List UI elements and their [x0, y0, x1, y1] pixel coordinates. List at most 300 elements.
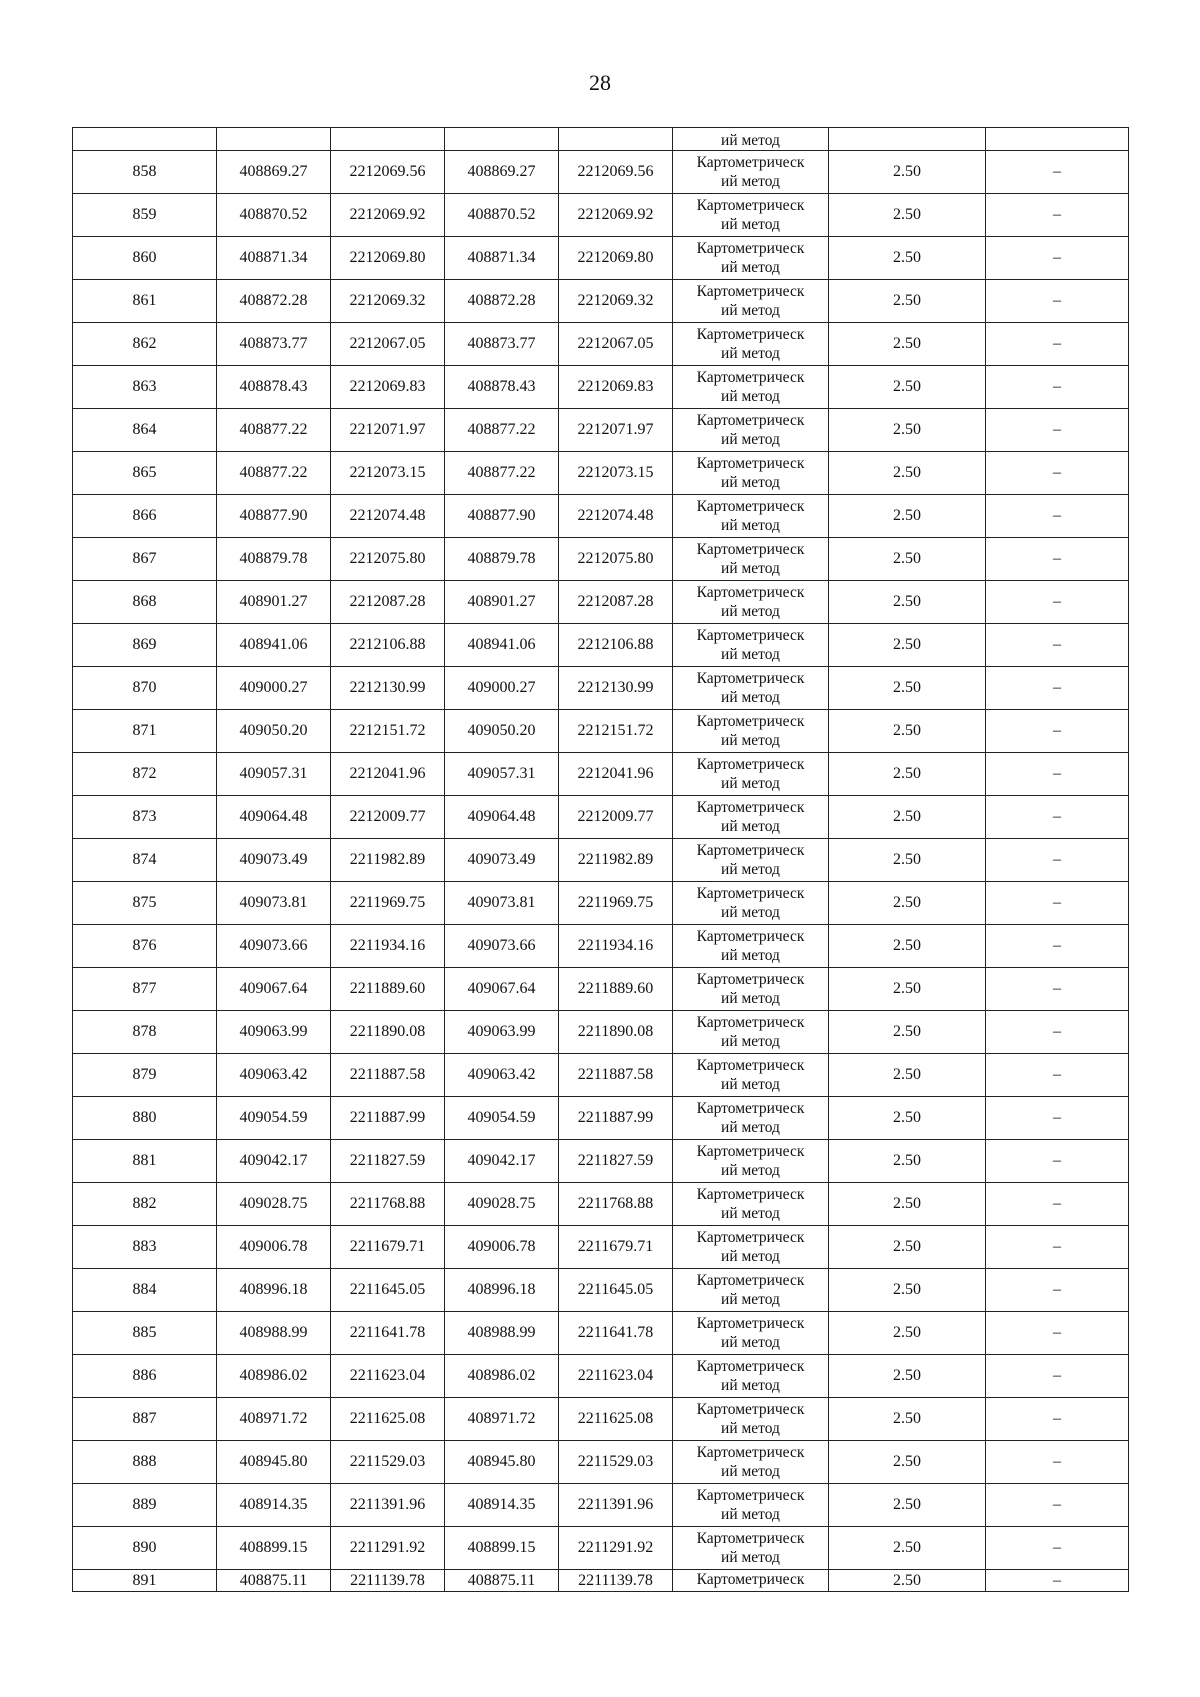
cell-x-existing: 409063.99: [217, 1011, 331, 1054]
table-row: [73, 1011, 1129, 1054]
cell-note: [986, 128, 1129, 151]
cell-y-refined: 2212075.80: [559, 538, 673, 581]
cell-note: –: [986, 710, 1129, 753]
method-line-1: Картометрическ: [696, 154, 805, 171]
cell-accuracy: 2.50: [829, 151, 986, 194]
cell-x-existing: 408877.22: [217, 409, 331, 452]
method-line-2: ий метод: [721, 388, 780, 405]
method-line-1: Картометрическ: [696, 1014, 805, 1031]
cell-method: [673, 323, 829, 366]
method-line-1: Картометрическ: [696, 1401, 805, 1418]
cell-point-number: 884: [73, 1269, 217, 1312]
method-line-2: ий метод: [721, 1463, 780, 1480]
method-line-2: ий метод: [721, 1076, 780, 1093]
table-row: [73, 323, 1129, 366]
cell-note: –: [986, 151, 1129, 194]
cell-x-refined: 408872.28: [445, 280, 559, 323]
cell-y-refined: 2212071.97: [559, 409, 673, 452]
cell-note: –: [986, 1054, 1129, 1097]
cell-x-existing: 409064.48: [217, 796, 331, 839]
cell-accuracy: 2.50: [829, 452, 986, 495]
cell-y-refined: 2211969.75: [559, 882, 673, 925]
cell-x-refined: 408941.06: [445, 624, 559, 667]
cell-point-number: 875: [73, 882, 217, 925]
cell-y-existing: 2212087.28: [331, 581, 445, 624]
method-line-2: ий метод: [721, 431, 780, 448]
cell-accuracy: 2.50: [829, 1441, 986, 1484]
cell-y-existing: 2211969.75: [331, 882, 445, 925]
cell-x-refined: 409006.78: [445, 1226, 559, 1269]
cell-y-refined: 2212074.48: [559, 495, 673, 538]
cell-method: [673, 581, 829, 624]
cell-method: [673, 366, 829, 409]
cell-accuracy: 2.50: [829, 624, 986, 667]
cell-note: –: [986, 1527, 1129, 1570]
cell-y-refined: 2212130.99: [559, 667, 673, 710]
cell-x-existing: 408899.15: [217, 1527, 331, 1570]
cell-x-refined: 408945.80: [445, 1441, 559, 1484]
table-row: [73, 1269, 1129, 1312]
cell-x-existing: 408877.22: [217, 452, 331, 495]
cell-accuracy: 2.50: [829, 280, 986, 323]
cell-method: [673, 452, 829, 495]
cell-y-existing: 2212073.15: [331, 452, 445, 495]
cell-y-existing: 2212130.99: [331, 667, 445, 710]
cell-method: [673, 882, 829, 925]
cell-x-refined: 408875.11: [445, 1570, 559, 1592]
cell-point-number: 865: [73, 452, 217, 495]
cell-x-refined: 409000.27: [445, 667, 559, 710]
cell-y-existing: 2212041.96: [331, 753, 445, 796]
method-line-1: Картометрическ: [696, 971, 805, 988]
method-line-1: Картометрическ: [696, 240, 805, 257]
cell-accuracy: 2.50: [829, 796, 986, 839]
method-line-2: ий метод: [721, 947, 780, 964]
cell-y-existing: 2211934.16: [331, 925, 445, 968]
cell-accuracy: 2.50: [829, 409, 986, 452]
cell-point-number: 883: [73, 1226, 217, 1269]
cell-x-refined: 408869.27: [445, 151, 559, 194]
cell-y-existing: 2211291.92: [331, 1527, 445, 1570]
method-line-1: Картометрическ: [696, 627, 805, 644]
cell-note: –: [986, 1398, 1129, 1441]
cell-x-refined: 408996.18: [445, 1269, 559, 1312]
cell-y-existing: 2212071.97: [331, 409, 445, 452]
cell-point-number: 878: [73, 1011, 217, 1054]
table-row: [73, 1441, 1129, 1484]
cell-x-refined: 409057.31: [445, 753, 559, 796]
cell-note: –: [986, 1269, 1129, 1312]
cell-note: –: [986, 1484, 1129, 1527]
cell-accuracy: 2.50: [829, 1570, 986, 1592]
cell-accuracy: 2.50: [829, 710, 986, 753]
cell-y-refined: 2211890.08: [559, 1011, 673, 1054]
table-row: [73, 839, 1129, 882]
cell-y-refined: 2211982.89: [559, 839, 673, 882]
cell-accuracy: 2.50: [829, 968, 986, 1011]
cell-y-refined: 2211625.08: [559, 1398, 673, 1441]
cell-point-number: 874: [73, 839, 217, 882]
method-line-2: ий метод: [721, 173, 780, 190]
cell-method: [673, 925, 829, 968]
cell-x-existing: 409073.49: [217, 839, 331, 882]
method-line-1: Картометрическ: [696, 1057, 805, 1074]
cell-method: [673, 839, 829, 882]
cell-point-number: 868: [73, 581, 217, 624]
method-line-2: ий метод: [721, 1248, 780, 1265]
cell-y-existing: 2212069.32: [331, 280, 445, 323]
cell-accuracy: 2.50: [829, 1269, 986, 1312]
cell-accuracy: 2.50: [829, 1527, 986, 1570]
cell-accuracy: 2.50: [829, 1226, 986, 1269]
cell-y-refined: 2211623.04: [559, 1355, 673, 1398]
cell-accuracy: [829, 128, 986, 151]
table-row: [73, 710, 1129, 753]
cell-point-number: 871: [73, 710, 217, 753]
method-line-2: ий метод: [721, 603, 780, 620]
method-line-1: Картометрическ: [696, 1186, 805, 1203]
cell-point-number: [73, 128, 217, 151]
method-line-1: Картометрическ: [696, 541, 805, 558]
cell-point-number: 859: [73, 194, 217, 237]
method-line-1: Картометрическ: [696, 1358, 805, 1375]
table-row: [73, 151, 1129, 194]
cell-x-refined: 408971.72: [445, 1398, 559, 1441]
cell-y-existing: 2211889.60: [331, 968, 445, 1011]
method-line-1: Картометрическ: [696, 756, 805, 773]
cell-x-existing: 408878.43: [217, 366, 331, 409]
cell-accuracy: 2.50: [829, 1312, 986, 1355]
method-line-2: ий метод: [721, 1549, 780, 1566]
cell-method: [673, 409, 829, 452]
method-line-2: ий метод: [721, 560, 780, 577]
cell-note: –: [986, 1355, 1129, 1398]
table-row: [73, 452, 1129, 495]
cell-note: –: [986, 366, 1129, 409]
method-line-1: Картометрическ: [696, 412, 805, 429]
cell-method: [673, 194, 829, 237]
cell-x-refined: 408901.27: [445, 581, 559, 624]
cell-x-existing: 408877.90: [217, 495, 331, 538]
cell-y-existing: 2212151.72: [331, 710, 445, 753]
method-line-1: Картометрическ: [696, 369, 805, 386]
method-line-2: ий метод: [721, 990, 780, 1007]
cell-point-number: 881: [73, 1140, 217, 1183]
cell-note: –: [986, 753, 1129, 796]
cell-point-number: 861: [73, 280, 217, 323]
cell-y-refined: 2211391.96: [559, 1484, 673, 1527]
cell-x-existing: 408914.35: [217, 1484, 331, 1527]
cell-y-refined: 2211291.92: [559, 1527, 673, 1570]
cell-note: –: [986, 1140, 1129, 1183]
cell-y-existing: 2212075.80: [331, 538, 445, 581]
cell-x-refined: 408914.35: [445, 1484, 559, 1527]
table-row: [73, 1484, 1129, 1527]
cell-y-refined: 2212067.05: [559, 323, 673, 366]
table-row: [73, 667, 1129, 710]
cell-y-refined: 2211529.03: [559, 1441, 673, 1484]
cell-y-refined: 2212069.32: [559, 280, 673, 323]
cell-note: –: [986, 925, 1129, 968]
cell-note: –: [986, 667, 1129, 710]
cell-y-existing: 2212009.77: [331, 796, 445, 839]
cell-method: [673, 1183, 829, 1226]
cell-point-number: 887: [73, 1398, 217, 1441]
cell-x-refined: 409054.59: [445, 1097, 559, 1140]
cell-y-refined: 2211887.58: [559, 1054, 673, 1097]
method-line-1: Картометрическ: [696, 1272, 805, 1289]
cell-y-existing: 2211982.89: [331, 839, 445, 882]
table-body: [73, 128, 1129, 1592]
cell-x-existing: 408875.11: [217, 1570, 331, 1592]
cell-x-refined: 408870.52: [445, 194, 559, 237]
cell-x-existing: 408996.18: [217, 1269, 331, 1312]
cell-x-existing: 409000.27: [217, 667, 331, 710]
method-line-2: ий метод: [721, 1119, 780, 1136]
cell-y-refined: 2211768.88: [559, 1183, 673, 1226]
cell-method: [673, 538, 829, 581]
cell-method: [673, 968, 829, 1011]
cell-note: –: [986, 495, 1129, 538]
cell-y-refined: 2212087.28: [559, 581, 673, 624]
cell-x-existing: 409063.42: [217, 1054, 331, 1097]
cell-point-number: 869: [73, 624, 217, 667]
method-line-2: ий метод: [721, 775, 780, 792]
cell-accuracy: 2.50: [829, 581, 986, 624]
cell-note: –: [986, 1226, 1129, 1269]
cell-y-existing: 2211529.03: [331, 1441, 445, 1484]
cell-method: [673, 710, 829, 753]
cell-accuracy: 2.50: [829, 495, 986, 538]
cell-method: [673, 667, 829, 710]
cell-x-refined: 409063.99: [445, 1011, 559, 1054]
cell-point-number: 885: [73, 1312, 217, 1355]
cell-y-refined: 2212069.92: [559, 194, 673, 237]
method-line-2: ий метод: [721, 646, 780, 663]
cell-x-existing: 409050.20: [217, 710, 331, 753]
cell-method: [673, 753, 829, 796]
cell-method: [673, 1097, 829, 1140]
cell-y-existing: 2211623.04: [331, 1355, 445, 1398]
method-line-1: Картометрическ: [696, 842, 805, 859]
cell-x-existing: 408901.27: [217, 581, 331, 624]
cell-accuracy: 2.50: [829, 1183, 986, 1226]
cell-x-existing: 408869.27: [217, 151, 331, 194]
table-row: [73, 280, 1129, 323]
method-line-2: ий метод: [721, 1420, 780, 1437]
cell-accuracy: 2.50: [829, 925, 986, 968]
cell-accuracy: 2.50: [829, 323, 986, 366]
method-line-2: ий метод: [721, 861, 780, 878]
cell-x-refined: 409042.17: [445, 1140, 559, 1183]
cell-note: –: [986, 323, 1129, 366]
method-line-1: Картометрическ: [696, 1143, 805, 1160]
cell-method: [673, 1355, 829, 1398]
cell-x-existing: 409073.66: [217, 925, 331, 968]
cell-note: –: [986, 1183, 1129, 1226]
method-line-1: Картометрическ: [696, 584, 805, 601]
cell-y-refined: 2211889.60: [559, 968, 673, 1011]
cell-x-existing: 409028.75: [217, 1183, 331, 1226]
table-row: [73, 882, 1129, 925]
cell-accuracy: 2.50: [829, 882, 986, 925]
cell-y-existing: 2212067.05: [331, 323, 445, 366]
table-row: [73, 1355, 1129, 1398]
method-line-2: ий метод: [721, 302, 780, 319]
cell-x-existing: 409042.17: [217, 1140, 331, 1183]
table-row: [73, 1312, 1129, 1355]
table-row: [73, 1140, 1129, 1183]
cell-note: –: [986, 796, 1129, 839]
cell-y-refined: 2211827.59: [559, 1140, 673, 1183]
cell-y-existing: 2212069.80: [331, 237, 445, 280]
cell-accuracy: 2.50: [829, 839, 986, 882]
cell-x-refined: 408986.02: [445, 1355, 559, 1398]
table-row: [73, 237, 1129, 280]
cell-point-number: 864: [73, 409, 217, 452]
cell-x-existing: 408873.77: [217, 323, 331, 366]
cell-accuracy: 2.50: [829, 1097, 986, 1140]
method-line-1: Картометрическ: [696, 885, 805, 902]
cell-y-existing: 2211887.99: [331, 1097, 445, 1140]
cell-point-number: 866: [73, 495, 217, 538]
cell-accuracy: 2.50: [829, 1398, 986, 1441]
cell-y-existing: 2211827.59: [331, 1140, 445, 1183]
method-line-2: ий метод: [721, 1205, 780, 1222]
cell-x-refined: 409064.48: [445, 796, 559, 839]
method-line-2: ий метод: [721, 732, 780, 749]
table-row: [73, 1054, 1129, 1097]
cell-note: –: [986, 409, 1129, 452]
table-row-partial: [73, 1570, 1129, 1592]
method-line-1: Картометрическ: [696, 283, 805, 300]
table-row: [73, 538, 1129, 581]
method-line-2: ий метод: [721, 1506, 780, 1523]
cell-method: [673, 495, 829, 538]
cell-note: –: [986, 839, 1129, 882]
method-line-2: ий метод: [721, 216, 780, 233]
method-line-1: Картометрическ: [696, 799, 805, 816]
table-row: [73, 753, 1129, 796]
cell-x-existing: 408879.78: [217, 538, 331, 581]
cell-y-existing: 2212069.83: [331, 366, 445, 409]
method-line-1: Картометрическ: [696, 1530, 805, 1547]
cell-x-existing: 408870.52: [217, 194, 331, 237]
cell-y-existing: [331, 128, 445, 151]
cell-note: –: [986, 882, 1129, 925]
cell-point-number: 862: [73, 323, 217, 366]
cell-x-refined: 408878.43: [445, 366, 559, 409]
method-line-1: Картометрическ: [696, 1444, 805, 1461]
cell-x-existing: 408971.72: [217, 1398, 331, 1441]
cell-x-refined: 408873.77: [445, 323, 559, 366]
cell-accuracy: 2.50: [829, 1484, 986, 1527]
cell-y-existing: 2211645.05: [331, 1269, 445, 1312]
cell-y-refined: 2211641.78: [559, 1312, 673, 1355]
cell-y-refined: 2211887.99: [559, 1097, 673, 1140]
cell-x-existing: 409067.64: [217, 968, 331, 1011]
cell-accuracy: 2.50: [829, 1011, 986, 1054]
cell-method: [673, 1398, 829, 1441]
cell-note: –: [986, 237, 1129, 280]
cell-x-existing: 408871.34: [217, 237, 331, 280]
method-line-2: ий метод: [721, 517, 780, 534]
cell-x-refined: 409063.42: [445, 1054, 559, 1097]
cell-note: –: [986, 280, 1129, 323]
cell-y-existing: 2212106.88: [331, 624, 445, 667]
cell-point-number: 858: [73, 151, 217, 194]
table-row: [73, 796, 1129, 839]
cell-x-existing: 409054.59: [217, 1097, 331, 1140]
cell-x-existing: 409006.78: [217, 1226, 331, 1269]
method-line-2: ий метод: [721, 259, 780, 276]
method-line-2: ий метод: [721, 1162, 780, 1179]
cell-point-number: 882: [73, 1183, 217, 1226]
cell-x-refined: 408877.90: [445, 495, 559, 538]
cell-method: Картометрическ: [673, 1570, 829, 1592]
cell-y-refined: [559, 128, 673, 151]
table-row: [73, 1097, 1129, 1140]
cell-x-refined: 408988.99: [445, 1312, 559, 1355]
cell-y-existing: 2211887.58: [331, 1054, 445, 1097]
method-line-2: ий метод: [721, 1033, 780, 1050]
cell-y-existing: 2212069.56: [331, 151, 445, 194]
method-line-1: Картометрическ: [696, 670, 805, 687]
cell-y-existing: 2211625.08: [331, 1398, 445, 1441]
cell-x-refined: 408871.34: [445, 237, 559, 280]
cell-note: –: [986, 1097, 1129, 1140]
cell-x-existing: 408988.99: [217, 1312, 331, 1355]
cell-y-existing: 2211679.71: [331, 1226, 445, 1269]
cell-point-number: 890: [73, 1527, 217, 1570]
cell-note: –: [986, 538, 1129, 581]
cell-x-refined: 409050.20: [445, 710, 559, 753]
method-line-1: Картометрическ: [696, 326, 805, 343]
cell-note: –: [986, 1011, 1129, 1054]
method-line-1: Картометрическ: [696, 1487, 805, 1504]
cell-method: [673, 1226, 829, 1269]
method-line-2: ий метод: [721, 904, 780, 921]
method-line-2: ий метод: [721, 1377, 780, 1394]
table-row: [73, 194, 1129, 237]
table-row-continuation: [73, 128, 1129, 151]
cell-accuracy: 2.50: [829, 366, 986, 409]
cell-y-existing: 2211890.08: [331, 1011, 445, 1054]
cell-method: [673, 1054, 829, 1097]
method-line-2: ий метод: [721, 1334, 780, 1351]
cell-note: –: [986, 1441, 1129, 1484]
cell-note: –: [986, 452, 1129, 495]
cell-x-refined: 408879.78: [445, 538, 559, 581]
method-line-1: Картометрическ: [696, 1229, 805, 1246]
cell-point-number: 872: [73, 753, 217, 796]
table-row: [73, 581, 1129, 624]
cell-accuracy: 2.50: [829, 667, 986, 710]
cell-x-refined: 409067.64: [445, 968, 559, 1011]
cell-note: –: [986, 624, 1129, 667]
cell-point-number: 863: [73, 366, 217, 409]
method-line-1: Картометрическ: [696, 713, 805, 730]
coordinates-table: [72, 127, 1129, 1592]
cell-y-refined: 2212069.83: [559, 366, 673, 409]
cell-x-refined: 408899.15: [445, 1527, 559, 1570]
cell-y-refined: 2211679.71: [559, 1226, 673, 1269]
table-row: [73, 1226, 1129, 1269]
method-line-2: ий метод: [721, 474, 780, 491]
method-line-1: Картометрическ: [696, 498, 805, 515]
cell-y-existing: 2211768.88: [331, 1183, 445, 1226]
cell-point-number: 877: [73, 968, 217, 1011]
